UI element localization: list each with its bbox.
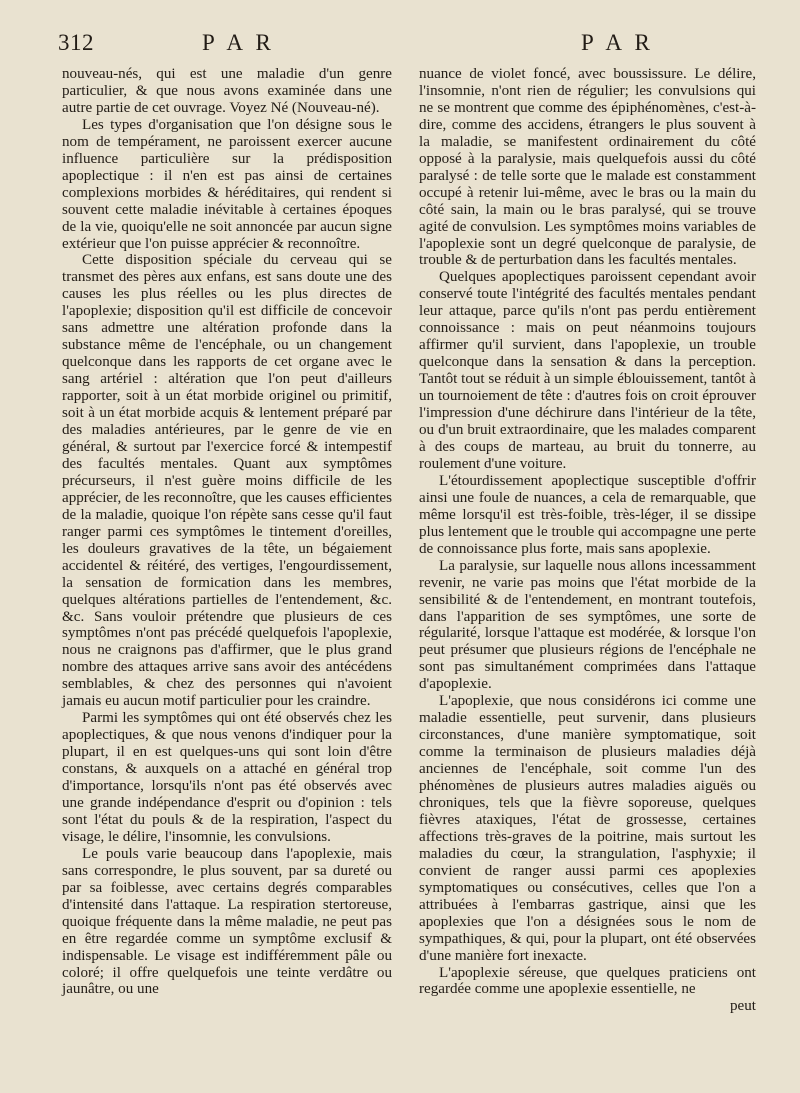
page-number: 312	[58, 30, 94, 55]
paragraph: L'apoplexie séreuse, que quelques praticiens ont regardée comme une apoplexie essentielle, ne	[419, 964, 756, 998]
paragraph: Cette disposition spéciale du cerveau qui se transmet des pères aux enfans, est sans doute une des causes les plus réelles ou les plus directes de l'apoplexie; disposition qu'il est difficile de concevoir sans admettre une altération profonde dans la substance même de l'encéphale, ou un changement quelconque dans les rapports de cet organe avec le sang artériel : altération que l'on peut d'ailleurs rapporter, soit à un état morbide originel ou primitif, soit à un état morbide acquis & lentement préparé par des maladies antérieures, par le genre de vie en général, & surtout par l'exercice forcé & intempestif des facultés mentales. Quant aux symptômes précurseurs, il n'est guère moins difficile de les apprécier, de les reconnoître, que les causes efficientes de la maladie, quoique l'on répète sans cesse qu'il faut ranger parmi ces symptômes le tintement d'oreilles, les douleurs gravatives de la tête, un bégaiement accidentel & réitéré, des vertiges, l'engourdissement, la sensation de formication dans les membres, quelques altérations partielles de l'entendement, &c. &c. Sans vouloir prétendre que plusieurs de ces symptômes n'ont pas précédé quelquefois l'apoplexie, nous ne craignons pas d'affirmer, que le plus grand nombre des attaques arrive sans avoir des antécédens semblables, & chez des personnes qui n'avoient jamais eu aucun motif particulier pour les craindre.	[62, 252, 392, 710]
catchword: peut	[730, 998, 756, 1015]
paragraph: Les types d'organisation que l'on désigne sous le nom de tempérament, ne paroissent exercer aucune influence particulière sur la prédisposition apoplectique : il n'en est pas ainsi de certaines complexions morbides & héréditaires, qui rendent si souvent cette maladie inévitable à certaines époques de la vie, quoiqu'elle ne soit annoncée par aucun signe extérieur que l'on puisse apprécier & reconnoître.	[62, 116, 392, 252]
paragraph: nuance de violet foncé, avec boussissure. Le délire, l'insomnie, n'ont rien de régulier; les convulsions qui ne se montrent que comme des épiphénomènes, c'est-à-dire, comme des accidens, étrangers le plus souvent à la maladie, se manifestent ordinairement du côté opposé à la paralysie, mais quelquefois aussi du côté paralysé : de telle sorte que le malade est constamment occupé à retenir lui-même, avec le bras ou la main du côté sain, la main ou le bras paralysé, qui se trouve agité de convulsion. Les symptômes moins variables de l'apoplexie sont un degré quelconque de paralysie, de trouble & de perturbation dans les facultés mentales.	[419, 66, 756, 269]
running-head-left: P A R	[202, 30, 275, 55]
left-column	[62, 66, 392, 998]
paragraph: La paralysie, sur laquelle nous allons incessamment revenir, ne varie pas moins que l'état morbide de la sensibilité & de l'entendement, en montrant toutefois, dans l'apparition de ses symptômes, une sorte de régularité, lorsque l'attaque est modérée, & lorsque l'on peut présumer que plusieurs régions de l'encéphale ne sont pas simultanément comprimées dans l'attaque d'apoplexie.	[419, 557, 756, 693]
paragraph: L'étourdissement apoplectique susceptible d'offrir ainsi une foule de nuances, a cela de remarquable, que même lorsqu'il est très-foible, très-léger, il se dissipe plus lentement que le trouble qui accompagne une perte de connoissance plus forte, mais sans apoplexie.	[419, 472, 756, 557]
paragraph: Le pouls varie beaucoup dans l'apoplexie, mais sans correspondre, le plus souvent, par sa dureté ou par sa foiblesse, avec certains degrés comparables d'intensité dans l'attaque. La respiration stertoreuse, quoique fréquente dans la même maladie, ne peut pas en être regardée comme un symptôme exclusif & indispensable. Le visage est indifféremment pâle ou coloré; il offre quelquefois une teinte verdâtre ou jaunâtre, ou une	[62, 845, 392, 998]
paragraph: L'apoplexie, que nous considérons ici comme une maladie essentielle, peut survenir, dans plusieurs circonstances, d'une manière symptomatique, soit comme la terminaison de plusieurs maladies déjà anciennes de l'encéphale, soit comme l'un des phénomènes de plusieurs autres maladies aiguës ou chroniques, tels que la fièvre soporeuse, quelques fièvres ataxiques, l'état de grossesse, certaines affections très-graves de la poitrine, mais surtout les maladies du cœur, la strangulation, l'asphyxie; il convient de ranger aussi parmi ces apoplexies symptomatiques ou consécutives, celles que l'on a attribuées à l'embarras gastrique, ainsi que les apoplexies que l'on a désignées sous le nom de sympathiques, & qui, pour la plupart, ont été observées d'une manière fort inexacte.	[419, 693, 756, 964]
paragraph: Quelques apoplectiques paroissent cependant avoir conservé toute l'intégrité des facultés mentales pendant leur attaque, parce qu'ils n'ont pas perdu entièrement connoissance : mais on peut néanmoins toujours affirmer qu'il survient, dans l'apoplexie, un trouble quelconque dans la sensation & dans la perception. Tantôt tout se réduit à un simple éblouissement, tantôt à un tournoiement de tête : d'autres fois on croit éprouver l'impression d'une déchirure dans l'intérieur de la tête, ou d'un bruit extraordinaire, que les malades comparent à des coups de marteau, au bruit du tonnerre, au roulement d'une voiture.	[419, 269, 756, 472]
paragraph: nouveau-nés, qui est une maladie d'un genre particulier, & que nous avons examinée dans une autre partie de cet ouvrage. Voyez Né (Nouveau-né).	[62, 66, 392, 116]
running-head-right: P A R	[581, 30, 654, 55]
right-column	[419, 66, 756, 1015]
paragraph: Parmi les symptômes qui ont été observés chez les apoplectiques, & que nous venons d'indiquer pour la plupart, il en est quelques-uns qui sont loin d'être constans, & auxquels on a attaché en général trop d'importance, lorsqu'ils n'ont pas été observés avec une grande indépendance d'esprit ou d'opinion : tels sont l'état du pouls & de la respiration, l'aspect du visage, le délire, l'insomnie, les convulsions.	[62, 710, 392, 845]
